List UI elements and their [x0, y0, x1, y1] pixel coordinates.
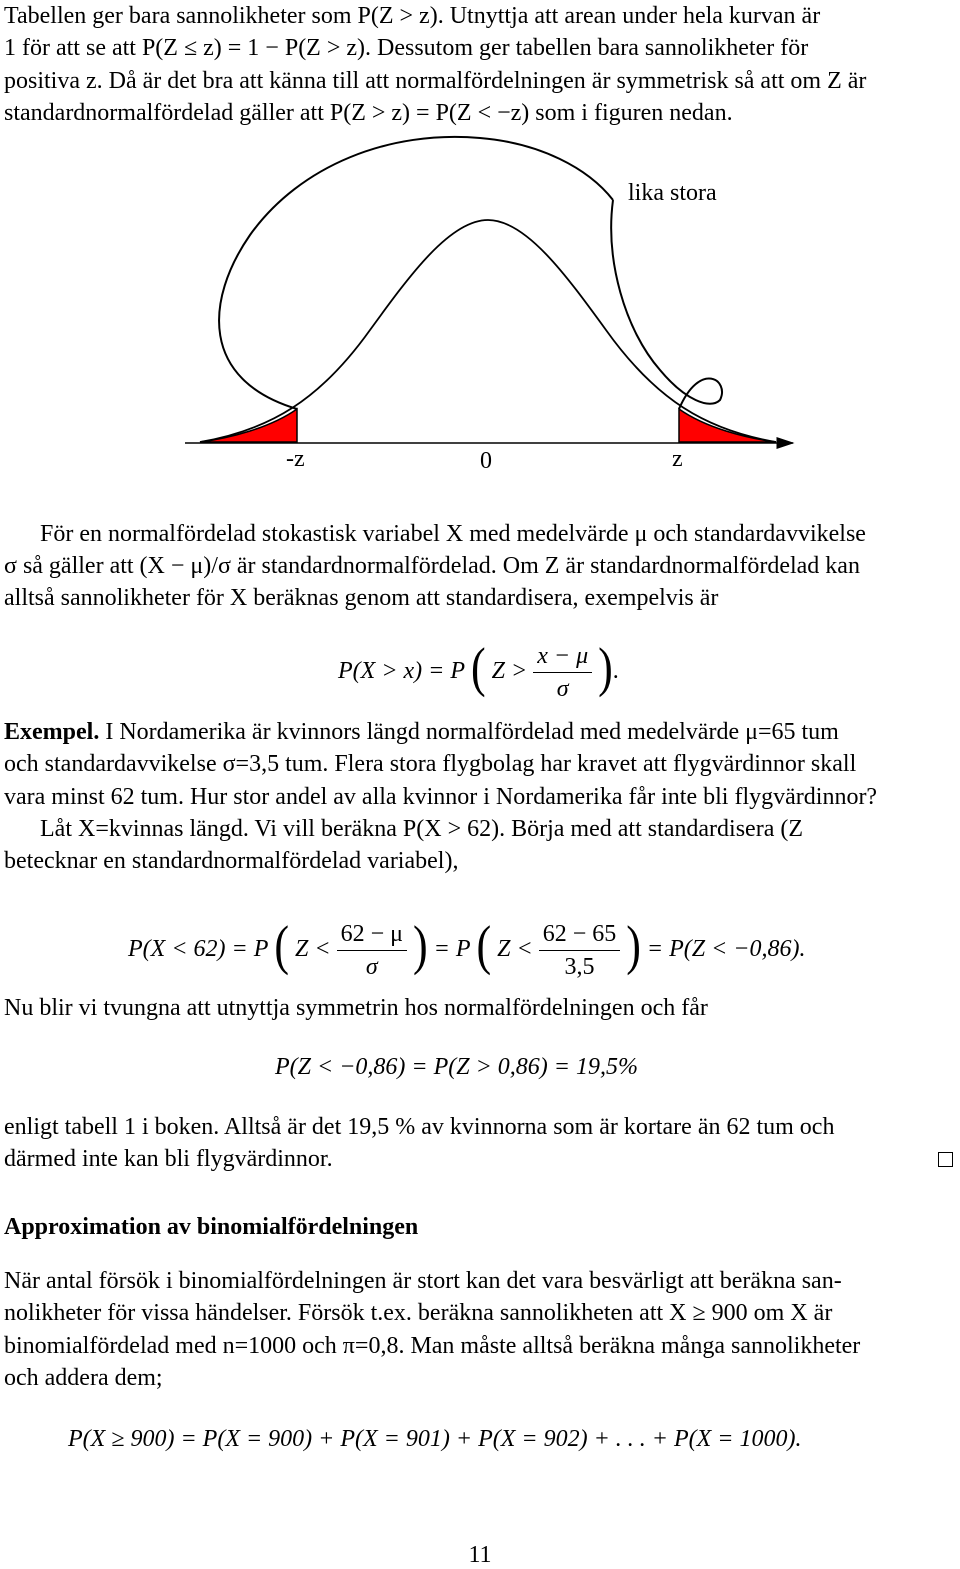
page-number: 11 — [468, 1542, 492, 1568]
ex-eq-num-2: 62 − 65 — [539, 918, 621, 951]
example-line-4-block — [40, 813, 956, 845]
ex-eq-fraction-2 — [539, 918, 621, 983]
intro-line-2: 1 för att se att P(Z ≤ z) = 1 − P(Z > z). Dessutom ger tabellen bara sannolikheter för — [4, 35, 809, 62]
ex-eq-lhs: P(X < 62) = P — [128, 936, 269, 963]
symmetry-eq: P(Z < −0,86) = P(Z > 0,86) = 19,5% — [275, 1054, 638, 1080]
standardize-paragraph — [4, 550, 956, 615]
eq-lhs: P(X > x) = P — [338, 658, 466, 685]
neg-z-label: -z — [286, 446, 305, 472]
ex-eq-mid: = P — [433, 936, 471, 963]
standardize-equation — [338, 636, 619, 705]
ex-eq-rhs: = P(Z < −0,86). — [646, 936, 806, 963]
example-label: Exempel. — [4, 719, 100, 745]
intro-line-1: Tabellen ger bara sannolikheter som P(Z > z). Utnyttja att arean under hela kurvan är — [4, 3, 821, 29]
example-line-1 — [4, 716, 956, 748]
standardize-line-2: σ så gäller att (X − μ)/σ är standardnormalfördelad. Om Z är standardnormalfördelad kan — [4, 553, 860, 579]
example-line-5-block — [4, 845, 956, 877]
paren-open: ( — [471, 636, 486, 699]
conclusion-line-1: enligt tabell 1 i boken. Alltså är det 19,5 % av kvinnorna som är kortare än 62 tum och — [4, 1114, 835, 1140]
bell-curve — [200, 220, 776, 442]
eq-fraction — [533, 640, 592, 705]
ex-eq-num-1: 62 − μ — [337, 918, 407, 951]
standardize-line-3: alltså sannolikheter för X beräknas genom att standardisera, exempelvis är — [4, 585, 719, 612]
ex-eq-z1: Z < — [295, 936, 331, 963]
symmetry-text-block — [4, 992, 956, 1024]
binomial-line-1: När antal försök i binomialfördelningen är stort kan det vara besvärligt att beräkna san- — [4, 1268, 842, 1294]
intro-line-4: standardnormalfördelad gäller att P(Z > z) = P(Z < −z) som i figuren nedan. — [4, 99, 733, 126]
left-loop-arrow — [219, 137, 613, 409]
binomial-sum: P(X ≥ 900) = P(X = 900) + P(X = 901) + P(X = 902) + . . . + P(X = 1000). — [68, 1426, 802, 1452]
example-paragraph — [4, 716, 956, 813]
ex-eq-den-2: 3,5 — [564, 954, 595, 980]
intro-line-3: positiva z. Då är det bra att känna till att normalfördelningen är symmetrisk så att om Z är — [4, 67, 867, 94]
lika-stora-label: lika stora — [628, 180, 717, 206]
eq-numerator: x − μ — [533, 640, 592, 673]
example-line-2: och standardavvikelse σ=3,5 tum. Flera stora flygbolag har kravet att flygvärdinnor skall — [4, 751, 857, 778]
right-loop-arrow — [611, 200, 722, 409]
eq-denominator: σ — [556, 676, 569, 702]
ex-eq-den-1: σ — [365, 954, 378, 980]
symmetry-text: Nu blir vi tvungna att utnyttja symmetrin hos normalfördelningen och får — [4, 995, 708, 1021]
qed-square — [938, 1152, 953, 1167]
normal-distribution-figure — [0, 0, 960, 500]
ex-eq-fraction-1 — [337, 918, 407, 983]
conclusion-line-2: därmed inte kan bli flygvärdinnor. — [4, 1146, 333, 1173]
binomial-sum-equation — [68, 1424, 801, 1454]
binomial-line-4: och addera dem; — [4, 1364, 163, 1391]
standardize-line-1: För en normalfördelad stokastisk variabel X med medelvärde μ och standardavvikelse — [40, 521, 866, 547]
paren-close-1: ) — [412, 914, 428, 977]
example-line-1-rest: I Nordamerika är kvinnors längd normalfördelad med medelvärde μ=65 tum — [105, 719, 839, 745]
paren-close: ) — [598, 636, 613, 699]
binomial-line-3: binomialfördelad med n=1000 och π=0,8. Man måste alltså beräkna många sannolikheter — [4, 1332, 861, 1359]
paren-close-2: ) — [626, 914, 641, 977]
zero-label: 0 — [480, 448, 492, 474]
example-line-4: Låt X=kvinnas längd. Vi vill beräkna P(X > 62). Börja med att standardisera (Z — [40, 816, 803, 842]
symmetry-equation — [275, 1052, 638, 1082]
binomial-line-2: nolikheter för vissa händelser. Försök t.ex. beräkna sannolikheten att X ≥ 900 om X är — [4, 1300, 833, 1327]
paren-open-1: ( — [274, 914, 290, 977]
paren-open-2: ( — [476, 914, 492, 977]
binomial-paragraph — [4, 1265, 956, 1394]
example-equation — [128, 914, 806, 983]
conclusion-paragraph — [4, 1111, 956, 1176]
pos-z-label: z — [672, 446, 683, 472]
example-line-3: vara minst 62 tum. Hur stor andel av alla kvinnor i Nordamerika får inte bli flygvärdinnor? — [4, 783, 878, 810]
example-line-5: betecknar en standardnormalfördelad variabel), — [4, 848, 459, 874]
section-heading: Approximation av binomialfördelningen — [4, 1214, 419, 1240]
eq-z: Z > — [491, 658, 528, 685]
ex-eq-z2: Z < — [497, 936, 533, 963]
eq-end: . — [612, 658, 619, 685]
standardize-line-1-block — [40, 518, 956, 550]
